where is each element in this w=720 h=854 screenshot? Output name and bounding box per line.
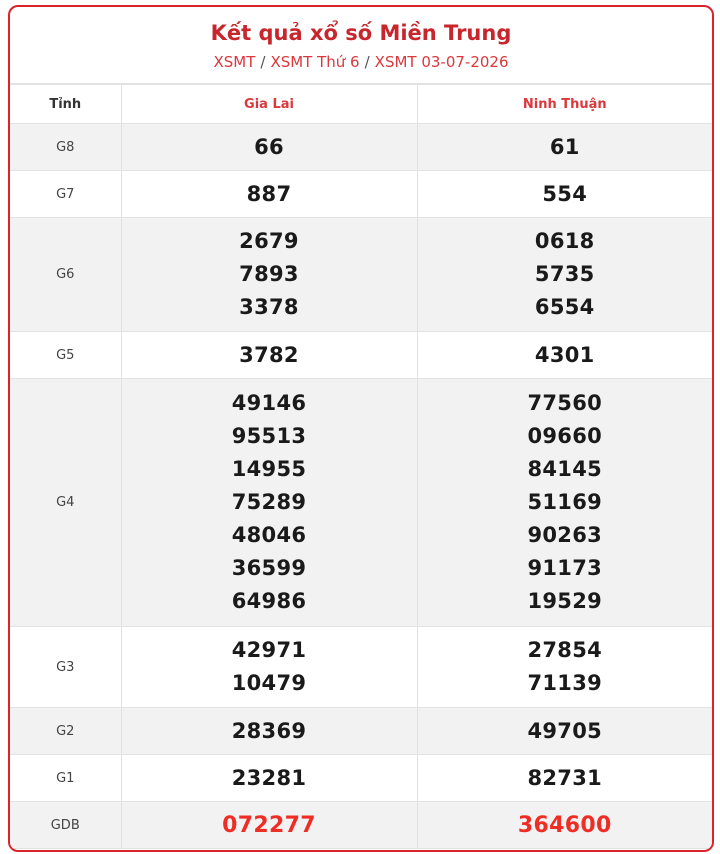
result-cell-ninh-thuan [417,802,712,849]
result-cell-gia-lai [121,379,417,627]
result-cell-ninh-thuan [417,124,712,171]
prize-row-g7 [10,171,712,218]
prize-label: GDB [10,802,121,849]
province-column-header: Tỉnh [10,85,121,124]
prize-label: G7 [10,171,121,218]
result-cell-gia-lai [121,802,417,849]
result-number: 2679 [239,229,299,253]
result-number: 51169 [527,490,603,514]
result-cell-gia-lai [121,332,417,379]
special-prize-number: 072277 [222,812,316,838]
result-cell-ninh-thuan [417,708,712,755]
page-title: Kết quả xổ số Miền Trung [210,21,512,45]
prize-label: G3 [10,627,121,708]
prize-label: G8 [10,124,121,171]
result-number: 90263 [527,523,603,547]
result-number: 42971 [231,638,307,662]
result-number: 3378 [239,295,299,319]
prize-row-g5 [10,332,712,379]
result-cell-ninh-thuan [417,218,712,332]
results-card [8,5,714,852]
result-cell-gia-lai [121,218,417,332]
result-number: 64986 [231,589,307,613]
result-number: 28369 [231,718,307,743]
prize-label: G5 [10,332,121,379]
result-cell-gia-lai [121,171,417,218]
result-number: 36599 [231,556,307,580]
result-number: 7893 [239,262,299,286]
prize-row-g8 [10,124,712,171]
result-number: 23281 [231,765,307,790]
result-cell-ninh-thuan [417,332,712,379]
result-number: 91173 [527,556,603,580]
result-number: 09660 [527,424,603,448]
breadcrumb-link-xsmt[interactable]: XSMT [213,53,256,71]
breadcrumb: XSMT / XSMT Thứ 6 / XSMT 03-07-2026 [213,53,509,71]
prize-row-g3 [10,627,712,708]
result-cell-ninh-thuan [417,171,712,218]
result-number: 48046 [231,523,307,547]
prize-label: G1 [10,755,121,802]
result-number: 84145 [527,457,603,481]
result-number: 19529 [527,589,603,613]
result-number: 49146 [231,391,307,415]
prize-label: G2 [10,708,121,755]
result-number: 0618 [534,229,595,253]
result-number: 6554 [534,295,595,319]
prize-label: G6 [10,218,121,332]
result-cell-gia-lai [121,627,417,708]
result-cell-ninh-thuan [417,755,712,802]
prize-row-g2 [10,708,712,755]
result-number: 10479 [231,671,307,695]
result-cell-gia-lai [121,708,417,755]
result-cell-gia-lai [121,124,417,171]
results-table [10,84,712,849]
prize-row-g1 [10,755,712,802]
result-number: 61 [549,134,580,159]
result-number: 95513 [231,424,307,448]
result-number: 66 [254,134,284,159]
result-number: 554 [542,181,588,206]
result-number: 82731 [527,765,603,790]
province-header-gia-lai: Gia Lai [121,85,417,124]
results-header [10,7,712,84]
province-header-ninh-thuan: Ninh Thuận [417,85,712,124]
result-number: 14955 [231,457,307,481]
result-number: 3782 [239,342,299,367]
result-number: 887 [246,181,292,206]
results-body [10,124,712,849]
prize-row-g6 [10,218,712,332]
prize-row-gdb [10,802,712,849]
result-cell-ninh-thuan [417,627,712,708]
prize-label: G4 [10,379,121,627]
result-number: 5735 [534,262,595,286]
result-number: 71139 [527,671,603,695]
result-number: 27854 [527,638,603,662]
prize-row-g4 [10,379,712,627]
result-number: 49705 [527,718,603,743]
breadcrumb-link-xsmt-date[interactable]: XSMT 03-07-2026 [374,53,509,71]
result-number: 75289 [231,490,307,514]
result-cell-gia-lai [121,755,417,802]
table-header-row [10,85,712,124]
breadcrumb-link-xsmt-friday[interactable]: XSMT Thứ 6 [270,53,360,71]
result-number: 77560 [527,391,603,415]
result-number: 4301 [534,342,595,367]
special-prize-number: 364600 [517,812,612,838]
result-cell-ninh-thuan [417,379,712,627]
